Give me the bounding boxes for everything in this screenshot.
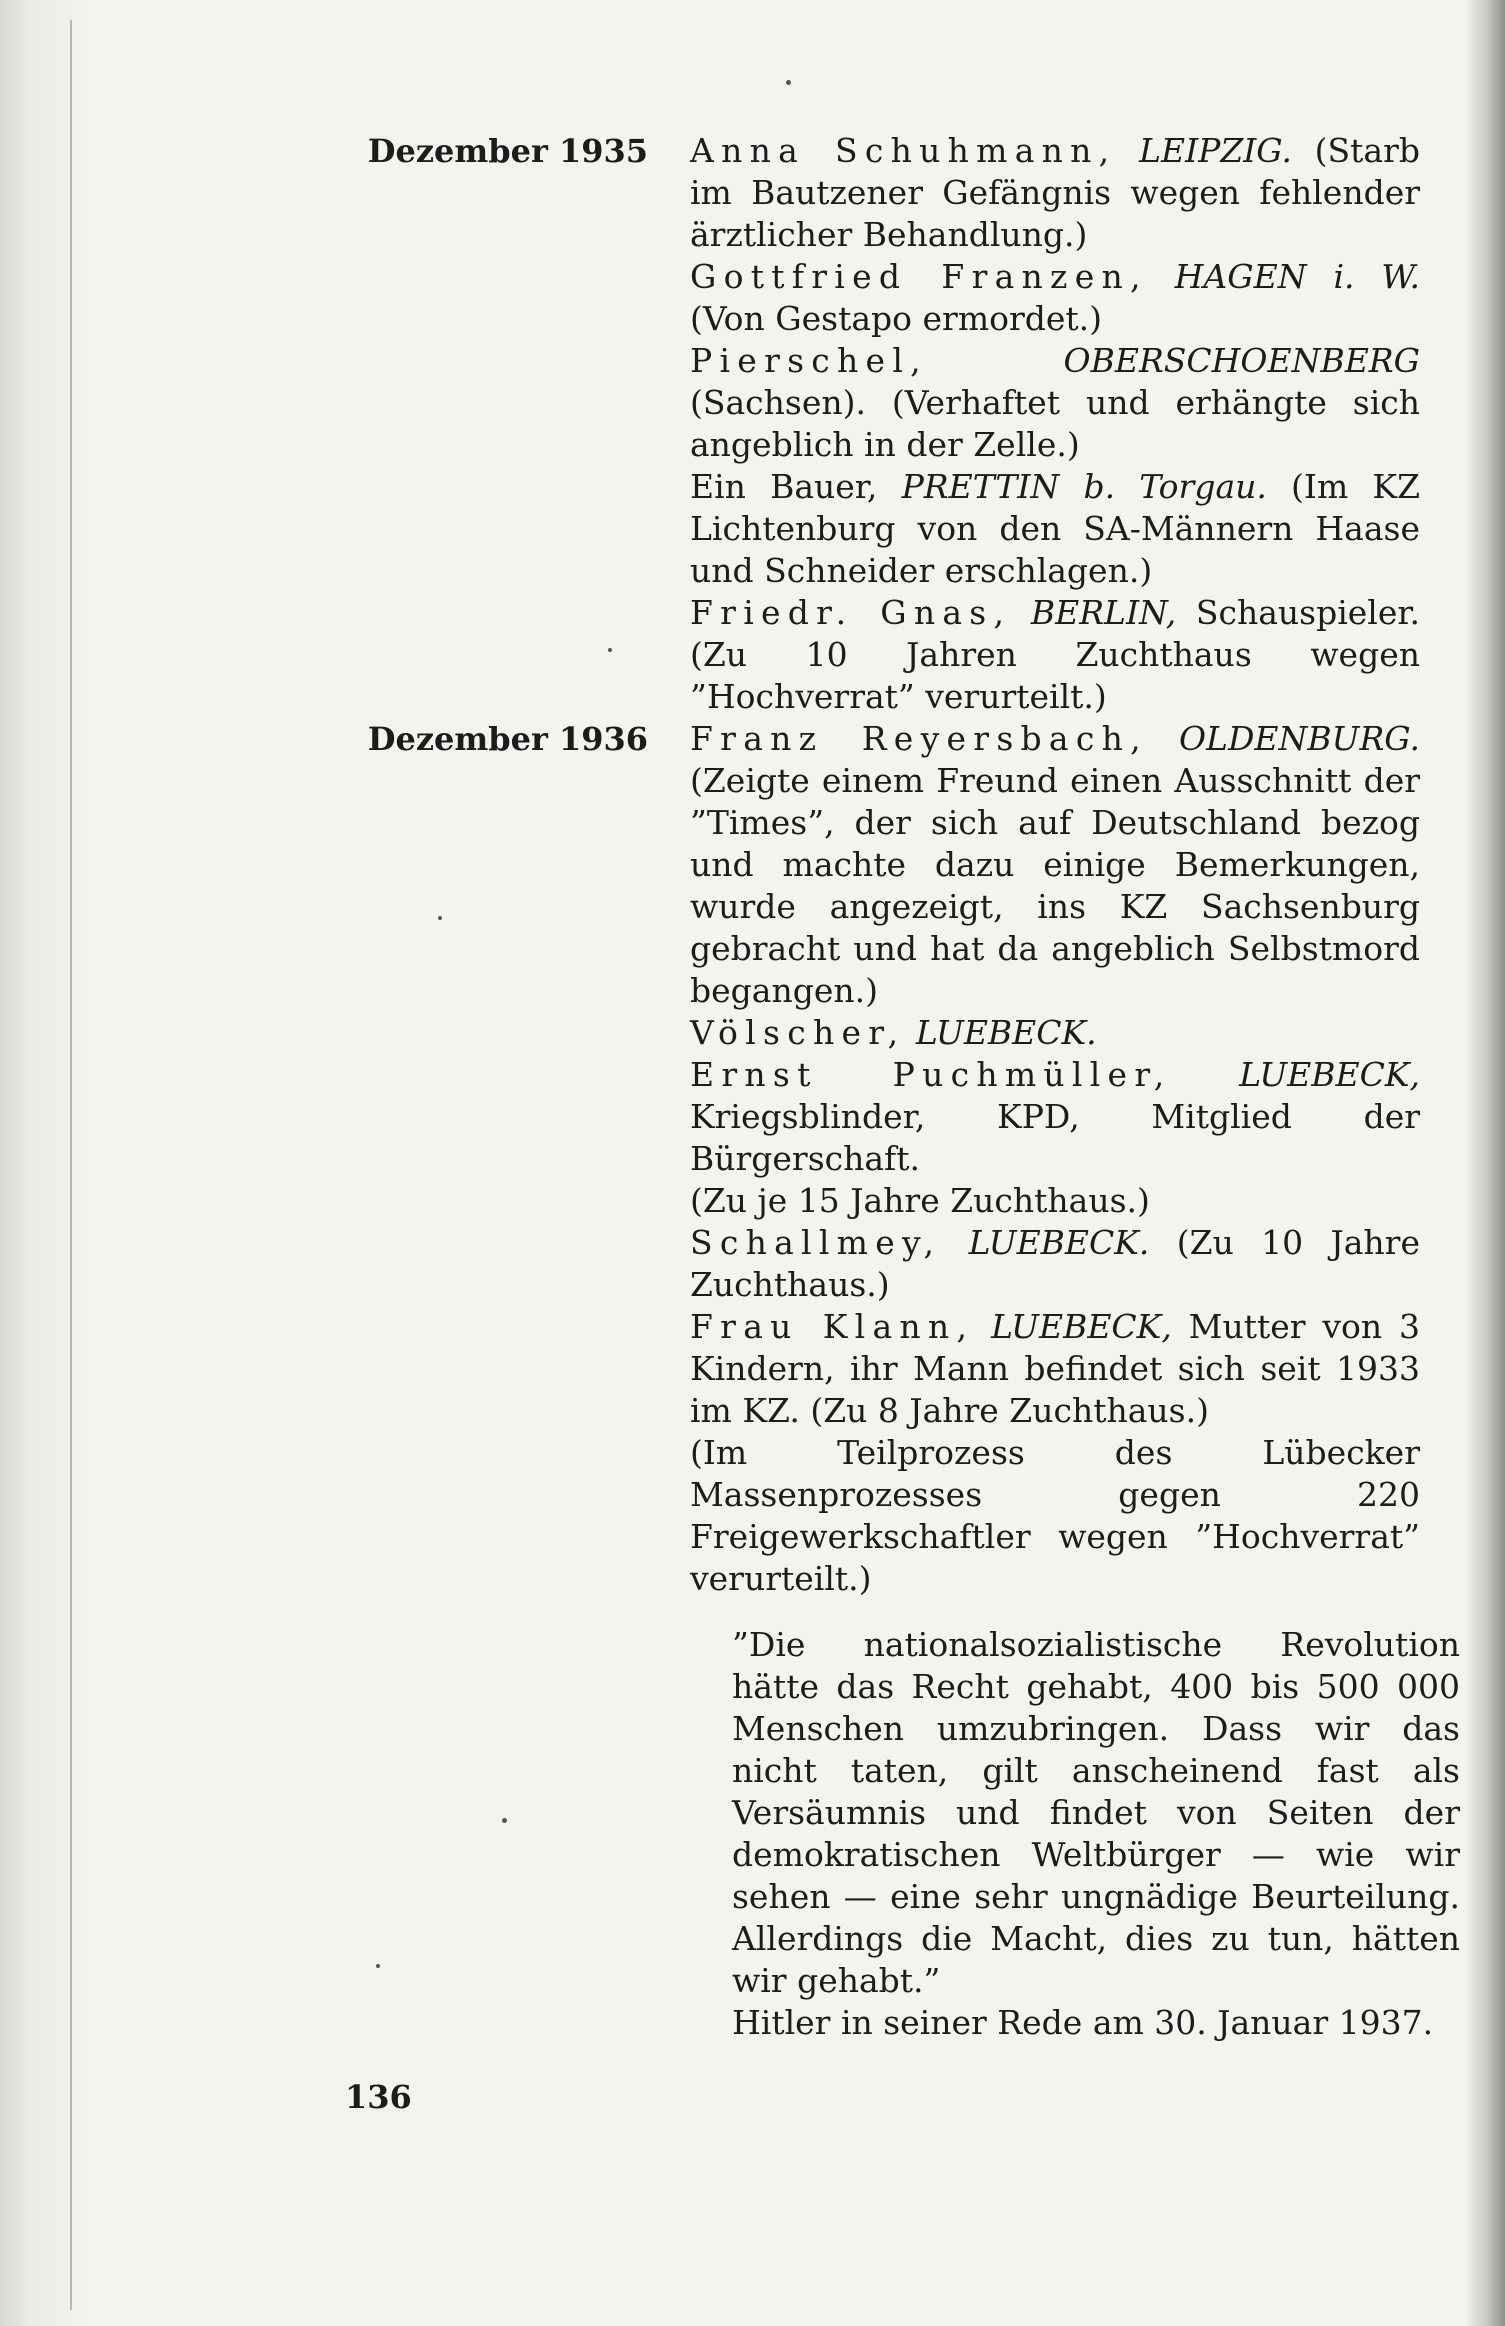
victim-note: Schauspieler. (Zu 10 Jahren Zuchthaus wegen ”Hochverrat” verurteilt.) [690, 593, 1421, 716]
victim-entry [690, 592, 1420, 718]
victim-location: OLDENBURG. [1179, 719, 1420, 758]
victim-name: Franz Reyersbach, [690, 719, 1148, 758]
victim-name: Friedr. Gnas, [690, 593, 1012, 632]
entry-date: Dezember 1935 [367, 132, 648, 170]
victim-entry [690, 466, 1420, 592]
hitler-quote [732, 1624, 1460, 2044]
victim-location: PRETTIN b. Torgau. [901, 467, 1267, 506]
entry-list [690, 718, 1420, 1600]
victim-entry [690, 1222, 1420, 1306]
page-number: 136 [345, 2078, 412, 2116]
chronicle-list [0, 130, 1505, 1600]
victim-note: (Zeigte einem Freund einen Ausschnitt der ”Times”, der sich auf Deutschland bezog und machte dazu einige Bemerkungen, wurde angezeigt, ins KZ Sachsenburg gebracht und hat da angeblich Selbstmord begangen.) [690, 761, 1420, 1010]
victim-entry [690, 130, 1420, 256]
victim-note: Mutter von 3 Kindern, ihr Mann befindet sich seit 1933 im KZ. (Zu 8 Jahre Zuchthaus.) [690, 1307, 1421, 1430]
victim-location: OBERSCHOENBERG [1063, 341, 1420, 380]
victim-name: Gottfried Franzen, [690, 257, 1148, 296]
quote-source: Hitler in seiner Rede am 30. Januar 1937. [732, 2003, 1434, 2042]
victim-note: (Im KZ Lichtenburg von den SA-Männern Haase und Schneider erschlagen.) [690, 467, 1420, 590]
ink-speck [786, 80, 791, 85]
victim-name: Ernst Puchmüller, [690, 1055, 1172, 1094]
quote-text: ”Die nationalsozialistische Revolution hätte das Recht gehabt, 400 bis 500 000 Menschen umzubringen. Dass wir das nicht taten, gilt anscheinend fast als Versäumnis und findet von Seiten der demokratischen Weltbürger — wie wir sehen — eine sehr ungnädige Beurteilung. Allerdings die Macht, dies zu tun, hätten wir gehabt.” [732, 1625, 1460, 2000]
victim-location: LUEBECK. [915, 1013, 1097, 1052]
victim-note: (Von Gestapo ermordet.) [690, 299, 1103, 338]
victim-location: HAGEN i. W. [1174, 257, 1420, 296]
victim-note: Kriegsblinder, KPD, Mitglied der Bürgerschaft. [690, 1097, 1420, 1178]
victim-name: Pierschel, [690, 341, 928, 380]
victim-entry [690, 340, 1420, 466]
victim-entry [690, 718, 1420, 1012]
victim-entry [690, 256, 1420, 340]
trial-note [690, 1432, 1420, 1600]
entry-date: Dezember 1936 [367, 720, 648, 758]
victim-note: (Im Teilprozess des Lübecker Massenprozesses gegen 220 Freigewerkschaftler wegen ”Hochverrat” verurteilt.) [690, 1433, 1420, 1598]
victim-entry [690, 1012, 1420, 1054]
victim-name: Völscher, [690, 1013, 906, 1052]
sentence-note [690, 1180, 1420, 1222]
date-group-1935 [0, 130, 1505, 718]
entry-list [690, 130, 1420, 718]
victim-name: Anna Schuhmann, [690, 131, 1117, 170]
victim-location: LUEBECK, [991, 1307, 1172, 1346]
victim-name: Frau Klann, [690, 1307, 975, 1346]
victim-note: (Sachsen). (Verhaftet und erhängte sich angeblich in der Zelle.) [690, 383, 1420, 464]
victim-name: Ein Bauer, [690, 467, 878, 506]
victim-location: LUEBECK. [968, 1223, 1150, 1262]
victim-note: (Starb im Bautzener Gefängnis wegen fehlender ärztlicher Behandlung.) [690, 131, 1420, 254]
victim-note: (Zu 10 Jahre Zuchthaus.) [690, 1223, 1420, 1304]
victim-entry [690, 1306, 1420, 1432]
date-group-1936 [0, 718, 1505, 1600]
victim-location: LEIPZIG. [1139, 131, 1292, 170]
victim-note: (Zu je 15 Jahre Zuchthaus.) [690, 1181, 1150, 1220]
victim-entry [690, 1054, 1420, 1180]
victim-location: LUEBECK, [1239, 1055, 1420, 1094]
ink-speck [376, 1964, 380, 1968]
victim-name: Schallmey, [690, 1223, 942, 1262]
ink-speck [502, 1818, 507, 1823]
victim-location: BERLIN, [1030, 593, 1177, 632]
